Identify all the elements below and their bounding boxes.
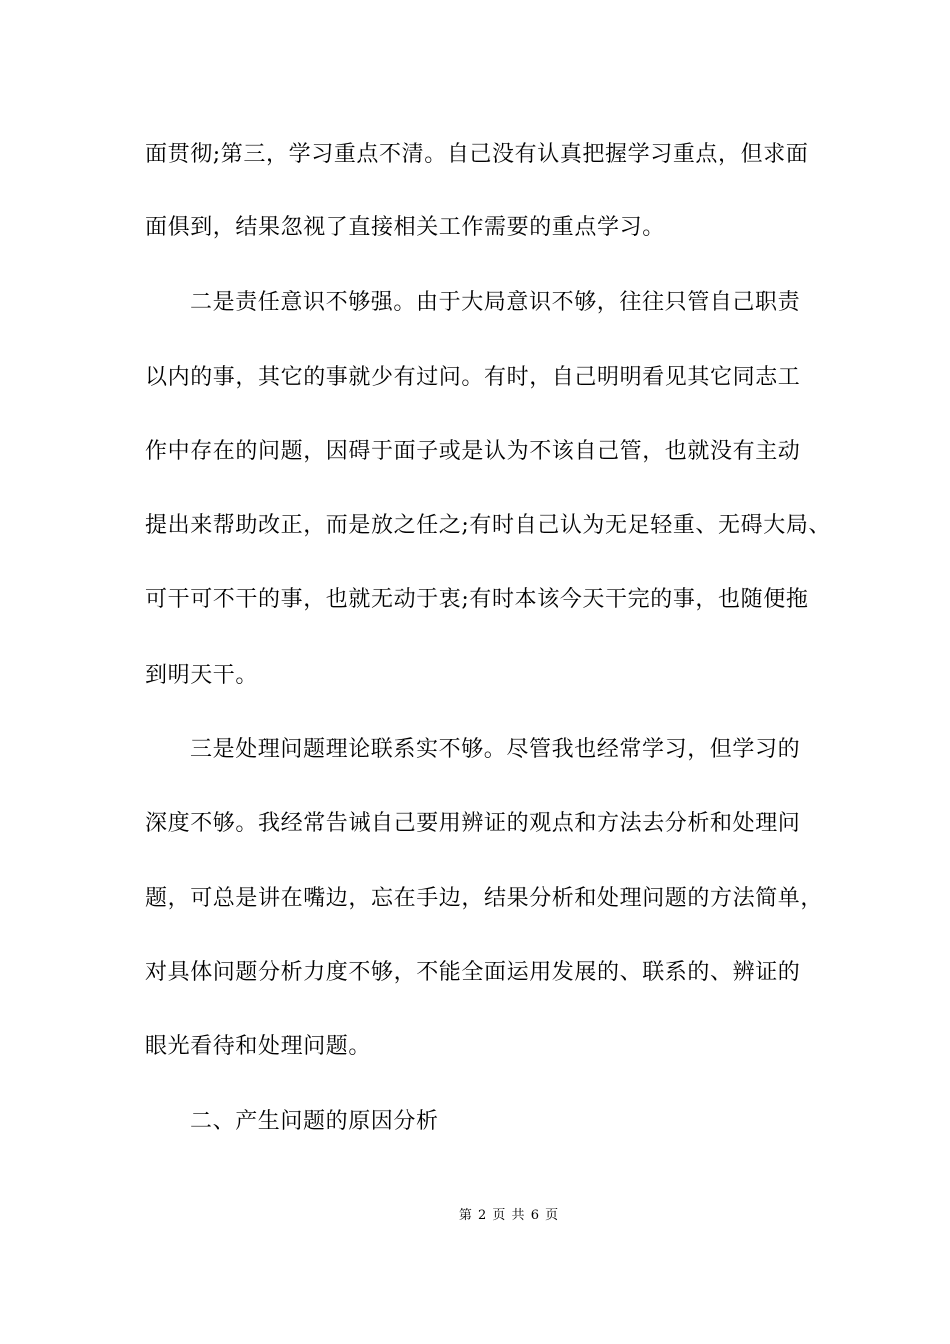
text-line: 深度不够。我经常告诫自己要用辨证的观点和方法去分析和处理问 [145, 811, 801, 836]
text-line: 以内的事，其它的事就少有过问。有时，自己明明看见其它同志工 [145, 365, 801, 390]
text-line: 面俱到，结果忽视了直接相关工作需要的重点学习。 [145, 215, 665, 240]
page-footer: 第 2 页 共 6 页 [458, 1208, 560, 1223]
section-heading: 二、产生问题的原因分析 [190, 1109, 439, 1134]
text-line: 面贯彻;第三，学习重点不清。自己没有认真把握学习重点，但求面 [145, 142, 809, 167]
paragraph-start-line: 三是处理问题理论联系实不够。尽管我也经常学习，但学习的 [190, 737, 801, 762]
text-line: 作中存在的问题，因碍于面子或是认为不该自己管，也就没有主动 [145, 439, 801, 464]
text-line: 到明天干。 [145, 663, 259, 688]
text-line: 对具体问题分析力度不够，不能全面运用发展的、联系的、辨证的 [145, 960, 801, 985]
text-line: 可干可不干的事，也就无动于衷;有时本该今天干完的事，也随便拖 [145, 587, 809, 612]
paragraph-start-line: 二是责任意识不够强。由于大局意识不够，往往只管自己职责 [190, 290, 801, 315]
text-line: 眼光看待和处理问题。 [145, 1034, 372, 1059]
text-line: 提出来帮助改正，而是放之任之;有时自己认为无足轻重、无碍大局、 [145, 513, 832, 538]
text-line: 题，可总是讲在嘴边，忘在手边，结果分析和处理问题的方法简单， [145, 886, 824, 911]
